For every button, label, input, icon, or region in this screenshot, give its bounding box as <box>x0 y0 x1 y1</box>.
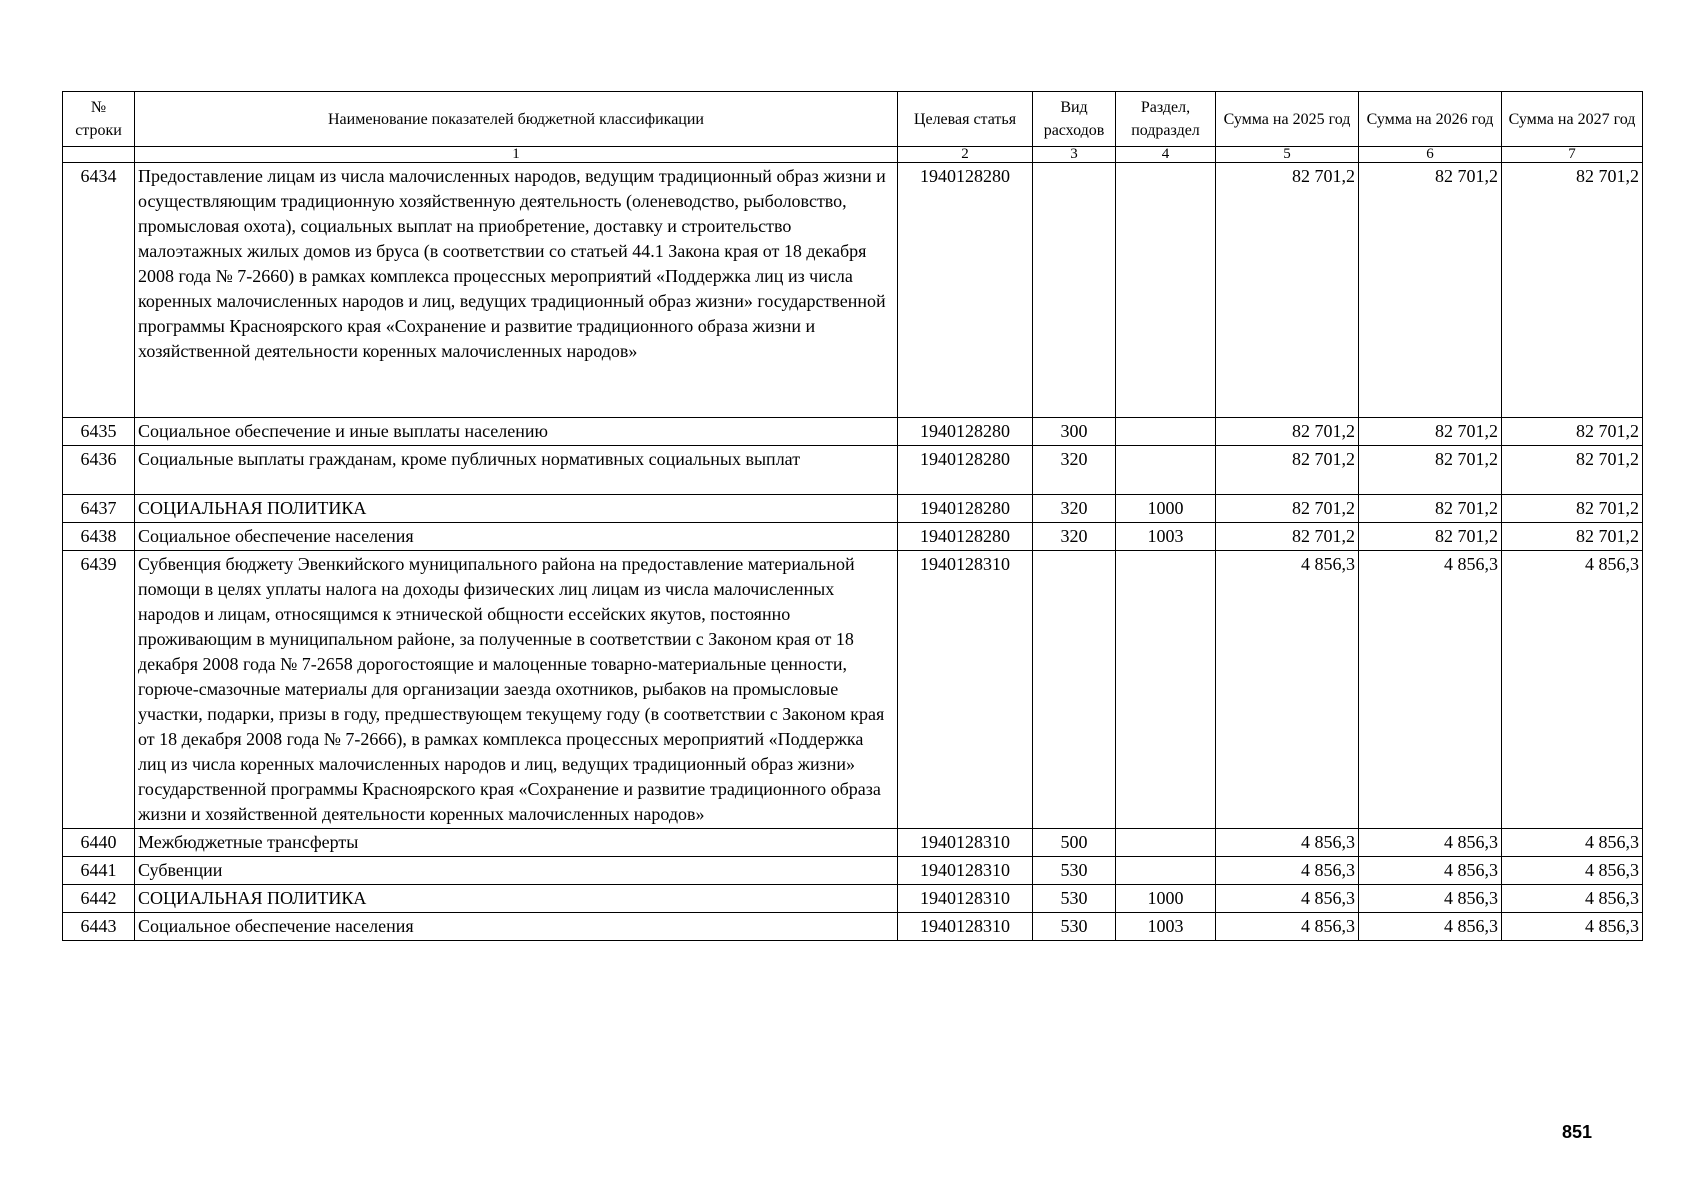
indicator-name: Социальное обеспечение и иные выплаты населению <box>135 418 898 446</box>
indicator-name: Межбюджетные трансферты <box>135 829 898 857</box>
sum-2025: 82 701,2 <box>1216 446 1359 495</box>
section: 1000 <box>1116 885 1216 913</box>
expense-type: 530 <box>1033 913 1116 941</box>
sum-2025: 82 701,2 <box>1216 163 1359 418</box>
expense-type <box>1033 163 1116 418</box>
section <box>1116 829 1216 857</box>
sum-2025: 4 856,3 <box>1216 857 1359 885</box>
table-row <box>63 523 1643 551</box>
expense-type <box>1033 551 1116 829</box>
row-number: 6443 <box>63 913 135 941</box>
target-article: 1940128310 <box>898 857 1033 885</box>
indicator-name: Субвенции <box>135 857 898 885</box>
table-row <box>63 551 1643 829</box>
table-row <box>63 857 1643 885</box>
expense-type: 320 <box>1033 446 1116 495</box>
sum-2026: 82 701,2 <box>1359 418 1502 446</box>
target-article: 1940128280 <box>898 495 1033 523</box>
indicator-name: Социальное обеспечение населения <box>135 523 898 551</box>
table-row <box>63 885 1643 913</box>
target-article: 1940128280 <box>898 523 1033 551</box>
sum-2027: 4 856,3 <box>1502 551 1643 829</box>
expense-type: 530 <box>1033 857 1116 885</box>
header-sum-2027: Сумма на 2027 год <box>1502 92 1643 147</box>
indicator-name: Социальное обеспечение населения <box>135 913 898 941</box>
sum-2025: 4 856,3 <box>1216 885 1359 913</box>
sum-2025: 4 856,3 <box>1216 913 1359 941</box>
row-number: 6435 <box>63 418 135 446</box>
column-number: 7 <box>1502 147 1643 163</box>
budget-table <box>62 91 1643 941</box>
sum-2027: 82 701,2 <box>1502 523 1643 551</box>
sum-2025: 82 701,2 <box>1216 523 1359 551</box>
table-body <box>63 163 1643 941</box>
row-number: 6437 <box>63 495 135 523</box>
sum-2027: 82 701,2 <box>1502 495 1643 523</box>
indicator-name: Субвенция бюджету Эвенкийского муниципального района на предоставление материальной помощи в целях уплаты налога на доходы физических лиц лицам из числа малочисленных народов и лицам, относящимся к этнической общности ессейских якутов, постоянно проживающим в муниципальном районе, за полученные в соответствии с Законом края от 18 декабря 2008 года № 7-2658 дорогостоящие и малоценные товарно-материальные ценности, горюче-смазочные материалы для организации заезда охотников, рыбаков на промысловые участки, подарки, призы в году, предшествующем текущему году (в соответствии с Законом края от 18 декабря 2008 года № 7-2666), в рамках комплекса процессных мероприятий «Поддержка лиц из числа коренных малочисленных народов и лиц, ведущих традиционный образ жизни» государственной программы Красноярского края «Сохранение и развитие традиционного образа жизни и хозяйственной деятельности коренных малочисленных народов» <box>135 551 898 829</box>
target-article: 1940128310 <box>898 913 1033 941</box>
sum-2026: 82 701,2 <box>1359 523 1502 551</box>
target-article: 1940128310 <box>898 551 1033 829</box>
section <box>1116 418 1216 446</box>
target-article: 1940128280 <box>898 418 1033 446</box>
column-number <box>63 147 135 163</box>
sum-2025: 4 856,3 <box>1216 551 1359 829</box>
sum-2027: 4 856,3 <box>1502 885 1643 913</box>
target-article: 1940128310 <box>898 885 1033 913</box>
sum-2027: 82 701,2 <box>1502 446 1643 495</box>
target-article: 1940128280 <box>898 163 1033 418</box>
header-row <box>63 92 1643 147</box>
section <box>1116 163 1216 418</box>
target-article: 1940128310 <box>898 829 1033 857</box>
row-number: 6436 <box>63 446 135 495</box>
section <box>1116 551 1216 829</box>
row-number: 6441 <box>63 857 135 885</box>
expense-type: 530 <box>1033 885 1116 913</box>
section: 1003 <box>1116 523 1216 551</box>
sum-2025: 82 701,2 <box>1216 418 1359 446</box>
expense-type: 300 <box>1033 418 1116 446</box>
header-expense-type: Вид расходов <box>1033 92 1116 147</box>
indicator-name: СОЦИАЛЬНАЯ ПОЛИТИКА <box>135 495 898 523</box>
page-number: 851 <box>1562 1122 1593 1142</box>
expense-type: 320 <box>1033 523 1116 551</box>
sum-2027: 4 856,3 <box>1502 913 1643 941</box>
column-number: 3 <box>1033 147 1116 163</box>
sum-2026: 4 856,3 <box>1359 829 1502 857</box>
sum-2026: 4 856,3 <box>1359 857 1502 885</box>
row-number: 6439 <box>63 551 135 829</box>
column-number: 2 <box>898 147 1033 163</box>
header-row-number: № строки <box>63 92 135 147</box>
sum-2027: 82 701,2 <box>1502 418 1643 446</box>
table-row <box>63 829 1643 857</box>
header-section: Раздел, подраздел <box>1116 92 1216 147</box>
column-number: 6 <box>1359 147 1502 163</box>
column-number: 5 <box>1216 147 1359 163</box>
table-row <box>63 163 1643 418</box>
expense-type: 500 <box>1033 829 1116 857</box>
sum-2025: 82 701,2 <box>1216 495 1359 523</box>
sum-2027: 4 856,3 <box>1502 829 1643 857</box>
sum-2026: 4 856,3 <box>1359 885 1502 913</box>
section: 1000 <box>1116 495 1216 523</box>
row-number: 6440 <box>63 829 135 857</box>
sum-2026: 4 856,3 <box>1359 913 1502 941</box>
section <box>1116 446 1216 495</box>
sum-2027: 4 856,3 <box>1502 857 1643 885</box>
row-number: 6434 <box>63 163 135 418</box>
header-indicator-name: Наименование показателей бюджетной классификации <box>135 92 898 147</box>
section: 1003 <box>1116 913 1216 941</box>
sum-2027: 82 701,2 <box>1502 163 1643 418</box>
row-number: 6438 <box>63 523 135 551</box>
section <box>1116 857 1216 885</box>
column-number: 1 <box>135 147 898 163</box>
expense-type: 320 <box>1033 495 1116 523</box>
sum-2026: 4 856,3 <box>1359 551 1502 829</box>
column-number-row <box>63 147 1643 163</box>
table-row <box>63 418 1643 446</box>
column-number: 4 <box>1116 147 1216 163</box>
sum-2026: 82 701,2 <box>1359 446 1502 495</box>
sum-2026: 82 701,2 <box>1359 163 1502 418</box>
target-article: 1940128280 <box>898 446 1033 495</box>
table-row <box>63 495 1643 523</box>
indicator-name: Социальные выплаты гражданам, кроме публичных нормативных социальных выплат <box>135 446 898 495</box>
row-number: 6442 <box>63 885 135 913</box>
header-sum-2026: Сумма на 2026 год <box>1359 92 1502 147</box>
table-row <box>63 446 1643 495</box>
table-row <box>63 913 1643 941</box>
header-target-article: Целевая статья <box>898 92 1033 147</box>
indicator-name: СОЦИАЛЬНАЯ ПОЛИТИКА <box>135 885 898 913</box>
sum-2025: 4 856,3 <box>1216 829 1359 857</box>
sum-2026: 82 701,2 <box>1359 495 1502 523</box>
indicator-name: Предоставление лицам из числа малочисленных народов, ведущим традиционный образ жизни и осуществляющим традиционную хозяйственную деятельность (оленеводство, рыболовство, промысловая охота), социальных выплат на приобретение, доставку и строительство малоэтажных жилых домов из бруса (в соответствии со статьей 44.1 Закона края от 18 декабря 2008 года № 7-2660) в рамках комплекса процессных мероприятий «Поддержка лиц из числа коренных малочисленных народов и лиц, ведущих традиционный образ жизни» государственной программы Красноярского края «Сохранение и развитие традиционного образа жизни и хозяйственной деятельности коренных малочисленных народов» <box>135 163 898 418</box>
header-sum-2025: Сумма на 2025 год <box>1216 92 1359 147</box>
